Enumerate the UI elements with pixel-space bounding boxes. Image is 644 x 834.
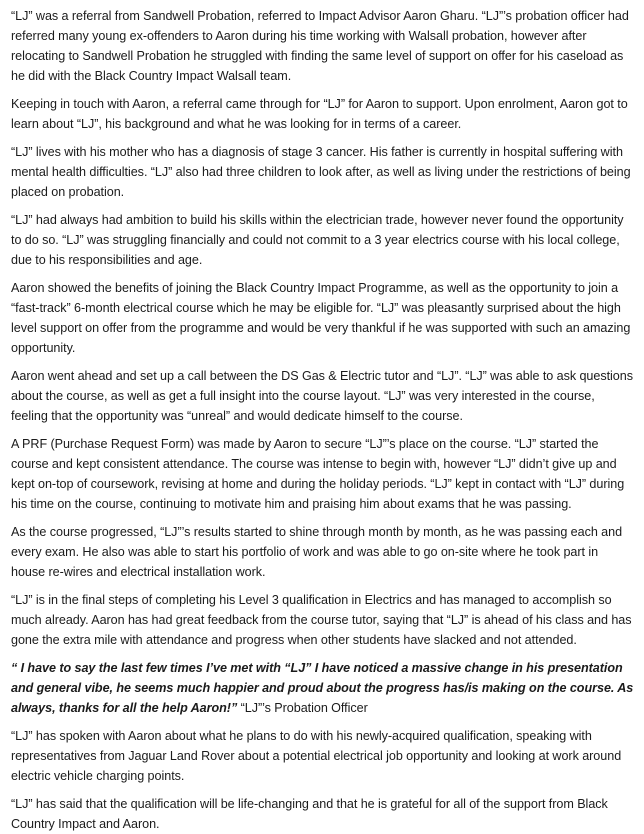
paragraph-probation-officer-quote xyxy=(11,658,634,718)
paragraph-course-progress: As the course progressed, “LJ”’s results started to shine through month by month, as he was passing each and every exam. He also was able to start his portfolio of work and was able to go on-site where he took part in house re-wires and electrical installation work. xyxy=(11,525,623,579)
probation-officer-quote-attribution: “LJ”’s Probation Officer xyxy=(237,701,368,715)
probation-officer-quote-text: “ I have to say the last few times I’ve met with “LJ” I have noticed a massive change in his presentation and general vibe, he seems much happier and proud about the progress has/is making on the course. As always, thanks for all the help Aaron!” xyxy=(11,661,634,715)
paragraph-level-3-qualification: “LJ” is in the final steps of completing his Level 3 qualification in Electrics and has managed to accomplish so much already. Aaron has had great feedback from the course tutor, saying that “LJ” is ahead of his class and has gone the extra mile with attendance and progress when other students have slacked and not attended. xyxy=(11,593,632,647)
paragraph-prf-and-attendance: A PRF (Purchase Request Form) was made by Aaron to secure “LJ”’s place on the course. “LJ” started the course and kept consistent attendance. The course was intense to begin with, however “LJ” didn’t give up and kept on-top of coursework, revising at home and during the holiday periods. “LJ” kept in contact with “LJ” during his time on the course, continuing to motivate him and praising him about exams that he was passing. xyxy=(11,437,625,511)
paragraph-future-plans: “LJ” has spoken with Aaron about what he plans to do with his newly-acquired qualification, speaking with representatives from Jaguar Land Rover about a potential electrical job opportunity and looking at work around electric vehicle charging points. xyxy=(11,729,622,783)
paragraph-programme-benefits: Aaron showed the benefits of joining the Black Country Impact Programme, as well as the opportunity to join a “fast-track” 6-month electrical course which he may be eligible for. “LJ” was pleasantly surprised about the high level support on offer from the programme and would be very thankful if he was supported with such an amazing opportunity. xyxy=(11,281,631,355)
paragraph-closing-gratitude: “LJ” has said that the qualification will be life-changing and that he is grateful for all of the support from Black Country Impact and Aaron. xyxy=(11,797,608,831)
paragraph-personal-circumstances: “LJ” lives with his mother who has a diagnosis of stage 3 cancer. His father is currently in hospital suffering with mental health difficulties. “LJ” also had three children to look after, as well as living under the restrictions of being placed on probation. xyxy=(11,145,631,199)
paragraph-ambition-barriers: “LJ” had always had ambition to build his skills within the electrician trade, however never found the opportunity to do so. “LJ” was struggling financially and could not commit to a 3 year electrics course with his local college, due to his responsibilities and age. xyxy=(11,213,624,267)
paragraph-referral-background: “LJ” was a referral from Sandwell Probation, referred to Impact Advisor Aaron Gharu. “LJ”’s probation officer had referred many young ex-offenders to Aaron during his time working with Walsall probation, however after relocating to Sandwell Probation he struggled with finding the same level of support on offer for his caseload as he did with the Black Country Impact Walsall team. xyxy=(11,9,629,83)
paragraph-tutor-call: Aaron went ahead and set up a call between the DS Gas & Electric tutor and “LJ”. “LJ” was able to ask questions about the course, as well as get a full insight into the course layout. “LJ” was very interested in the course, feeling that the opportunity was “unreal” and would dedicate himself to the course. xyxy=(11,369,633,423)
paragraph-enrolment: Keeping in touch with Aaron, a referral came through for “LJ” for Aaron to support. Upon enrolment, Aaron got to learn about “LJ”, his background and what he was looking for in terms of a career. xyxy=(11,97,628,131)
